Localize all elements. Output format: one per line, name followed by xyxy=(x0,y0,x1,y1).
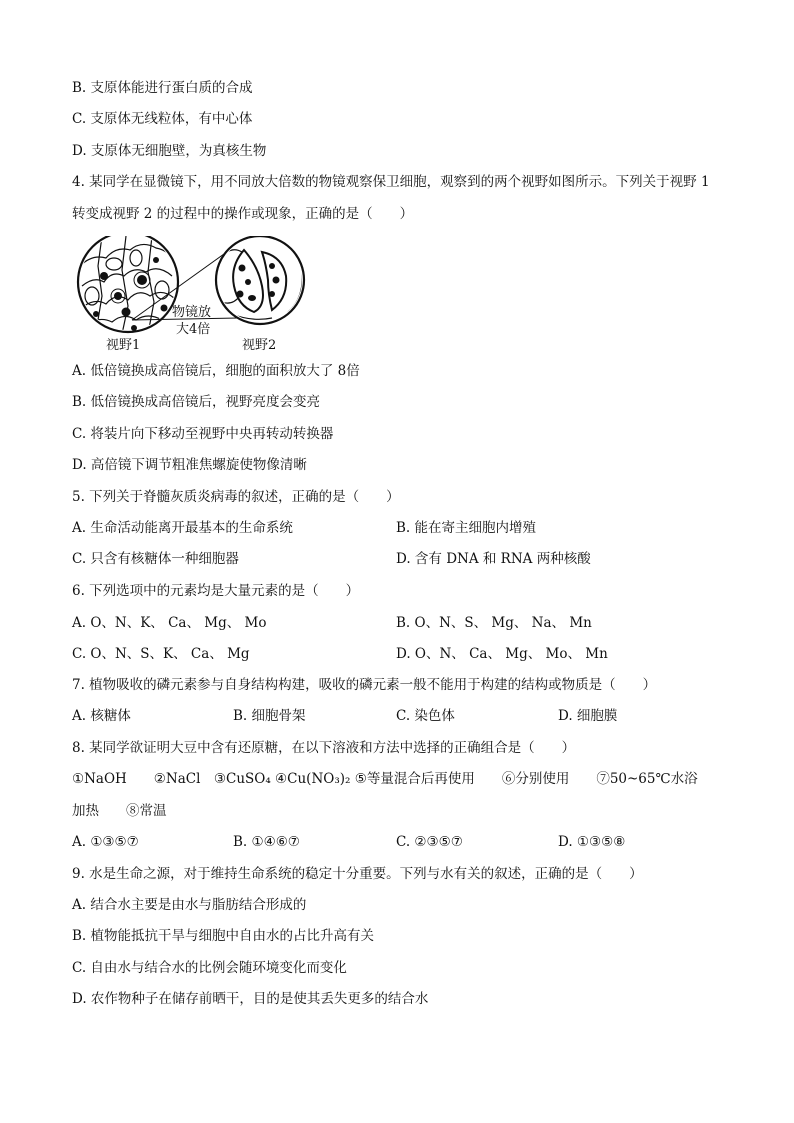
q7-option-a: A. 核糖体 xyxy=(72,708,131,724)
q6-stem: 6. 下列选项中的元素均是大量元素的是（ ） xyxy=(72,583,360,599)
q5-option-a: A. 生命活动能离开最基本的生命系统 xyxy=(72,520,293,536)
q7-option-c: C. 染色体 xyxy=(396,708,455,724)
q6-option-a: A. O、N、K、 Ca、 Mg、 Mo xyxy=(72,615,267,631)
q8-option-a: A. ①③⑤⑦ xyxy=(72,834,139,850)
q6-option-c: C. O、N、S、K、 Ca、 Mg xyxy=(72,646,250,662)
q4-option-d: D. 高倍镜下调节粗准焦螺旋使物像清晰 xyxy=(72,457,307,473)
q8-items-line1: ①NaOH ②NaCl ③CuSO₄ ④Cu(NO₃)₂ ⑤等量混合后再使用 ⑥分别使用 ⑦50~65℃水浴 xyxy=(72,771,698,787)
q7-stem: 7. 植物吸收的磷元素参与自身结构构建，吸收的磷元素一般不能用于构建的结构或物质是（ ） xyxy=(72,677,657,693)
q4-stem-line2: 转变成视野 2 的过程中的操作或现象，正确的是（ ） xyxy=(72,206,414,222)
q9-option-c: C. 自由水与结合水的比例会随环境变化而变化 xyxy=(72,960,347,976)
view1-label: 视野1 xyxy=(106,338,141,353)
q3-option-c: C. 支原体无线粒体，有中心体 xyxy=(72,111,253,127)
q5-stem: 5. 下列关于脊髓灰质炎病毒的叙述，正确的是（ ） xyxy=(72,489,400,505)
q7-option-d: D. 细胞膜 xyxy=(558,708,618,724)
q9-option-d: D. 农作物种子在储存前晒干，目的是使其丢失更多的结合水 xyxy=(72,991,429,1007)
q8-stem: 8. 某同学欲证明大豆中含有还原糖，在以下溶液和方法中选择的正确组合是（ ） xyxy=(72,740,576,756)
q9-option-a: A. 结合水主要是由水与脂肪结合形成的 xyxy=(72,897,307,913)
q4-option-c: C. 将装片向下移动至视野中央再转动转换器 xyxy=(72,426,334,442)
annotation-line1: 物镜放 xyxy=(172,305,212,320)
q8-option-d: D. ①③⑤⑧ xyxy=(558,834,626,850)
annotation-line2: 大4倍 xyxy=(176,322,211,337)
view2-field xyxy=(216,236,304,324)
q4-stem-line1: 4. 某同学在显微镜下，用不同放大倍数的物镜观察保卫细胞，观察到的两个视野如图所示。下列关于视野 1 xyxy=(72,174,710,190)
q9-option-b: B. 植物能抵抗干旱与细胞中自由水的占比升高有关 xyxy=(72,928,375,944)
q4-option-a: A. 低倍镜换成高倍镜后，细胞的面积放大了 8倍 xyxy=(72,363,360,379)
view2-label: 视野2 xyxy=(242,338,277,353)
q9-stem: 9. 水是生命之源，对于维持生命系统的稳定十分重要。下列与水有关的叙述，正确的是（ ） xyxy=(72,866,643,882)
q5-option-c: C. 只含有核糖体一种细胞器 xyxy=(72,551,239,567)
q8-items-line2: 加热 ⑧常温 xyxy=(72,803,167,819)
q8-option-c: C. ②③⑤⑦ xyxy=(396,834,463,850)
q3-option-b: B. 支原体能进行蛋白质的合成 xyxy=(72,80,253,96)
q5-option-d: D. 含有 DNA 和 RNA 两种核酸 xyxy=(396,551,591,567)
q4-option-b: B. 低倍镜换成高倍镜后，视野亮度会变亮 xyxy=(72,394,321,410)
microscope-figure xyxy=(72,236,332,354)
q8-option-b: B. ①④⑥⑦ xyxy=(233,834,300,850)
q5-option-b: B. 能在寄主细胞内增殖 xyxy=(396,520,537,536)
q3-option-d: D. 支原体无细胞壁，为真核生物 xyxy=(72,143,267,159)
q6-option-d: D. O、N、 Ca、 Mg、 Mo、 Mn xyxy=(396,646,608,662)
q7-option-b: B. 细胞骨架 xyxy=(233,708,306,724)
q6-option-b: B. O、N、S、 Mg、 Na、 Mn xyxy=(396,615,592,631)
